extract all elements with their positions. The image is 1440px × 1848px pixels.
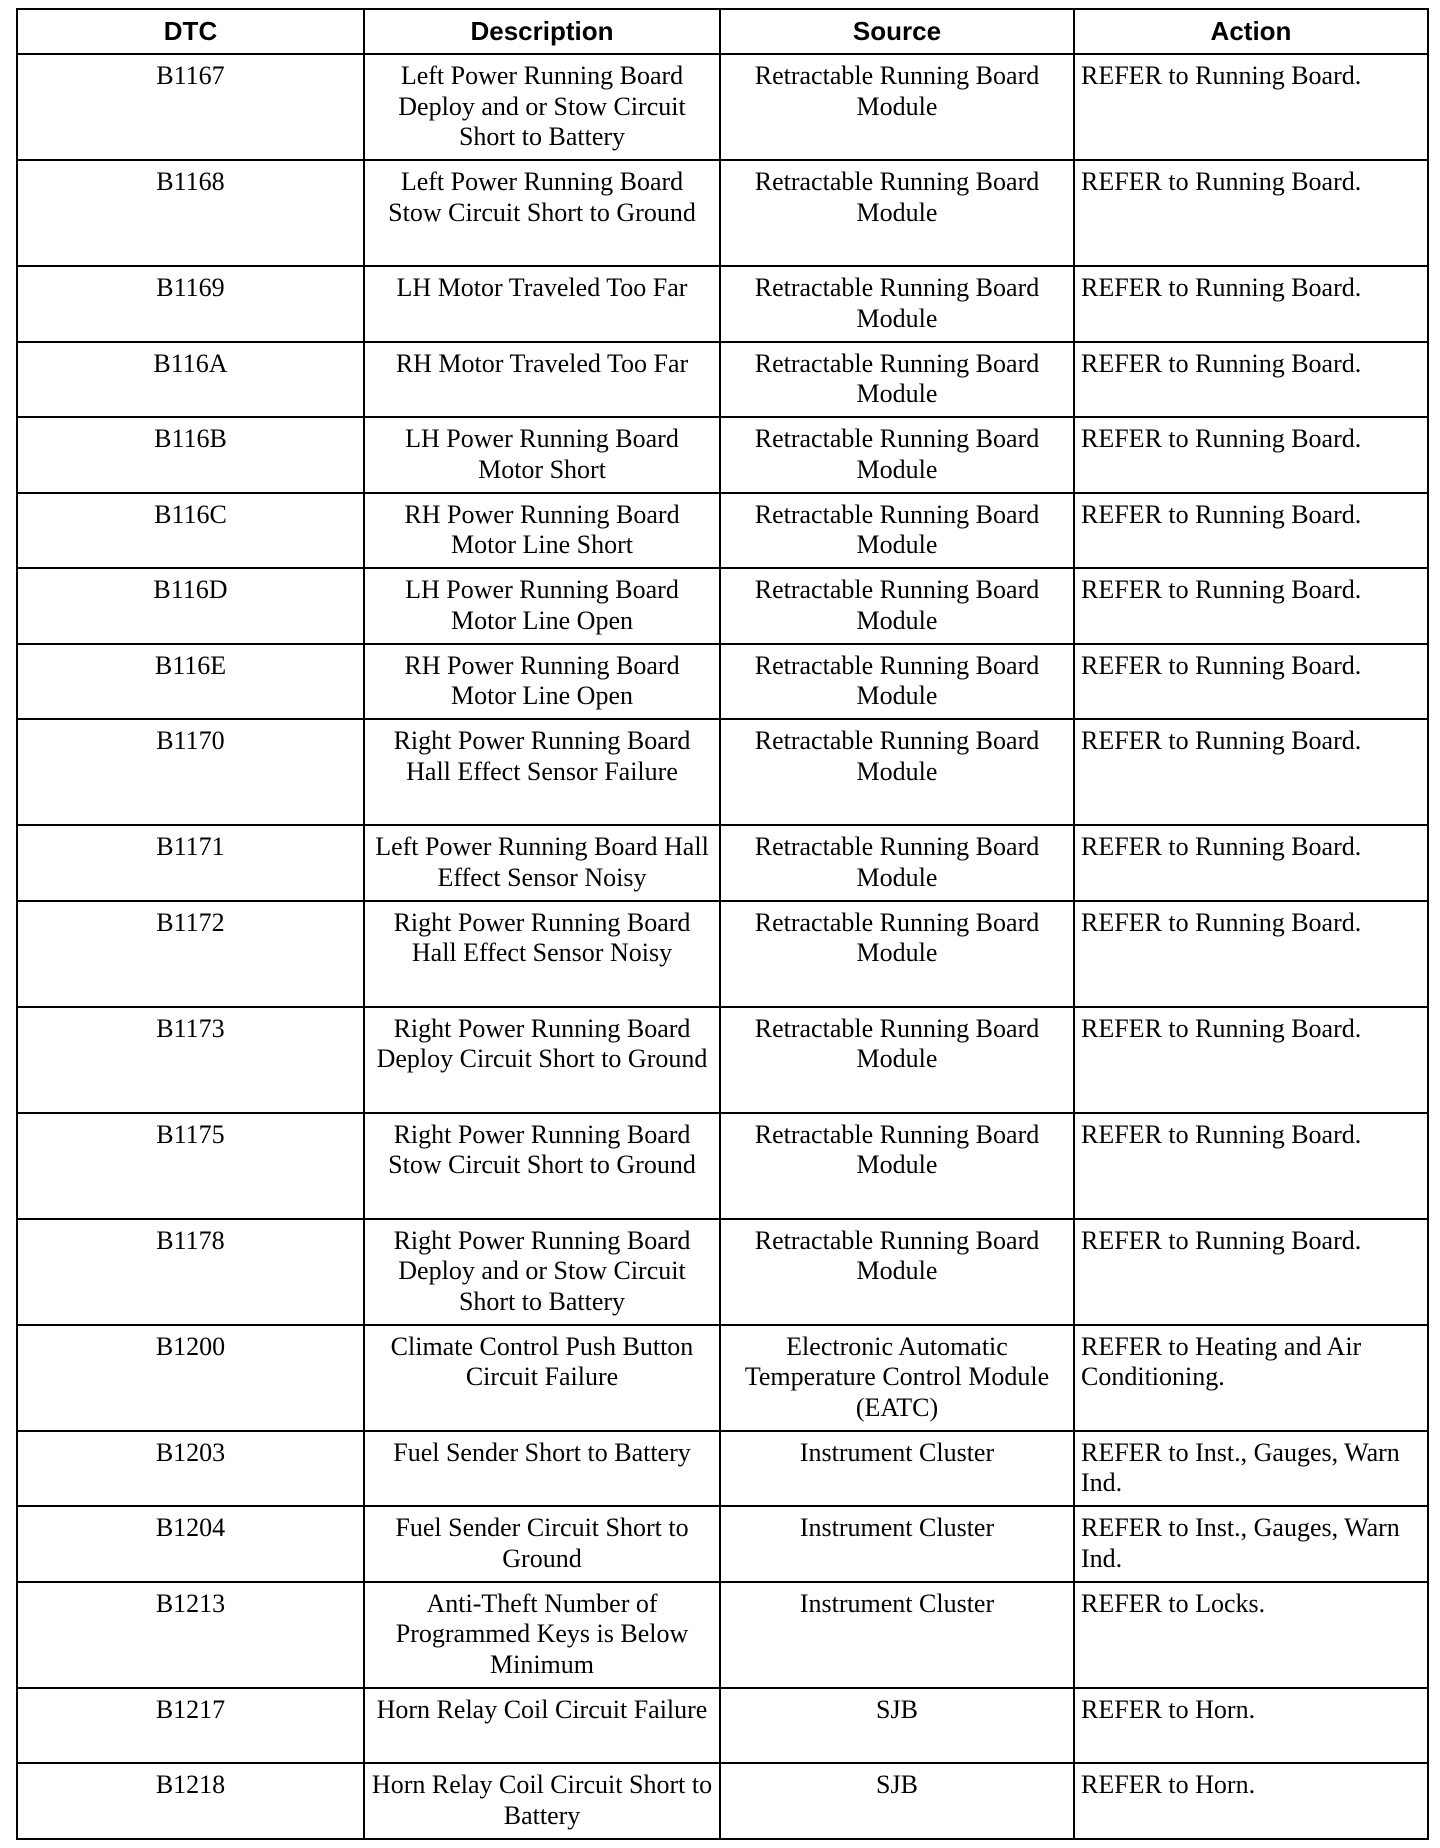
header-row bbox=[17, 9, 1428, 54]
description-cell: Anti-Theft Number of Programmed Keys is Below Minimum bbox=[364, 1582, 720, 1688]
table-row bbox=[17, 417, 1428, 493]
action-cell: REFER to Running Board. bbox=[1074, 160, 1428, 266]
dtc-code: B1171 bbox=[17, 825, 364, 901]
dtc-code: B1218 bbox=[17, 1763, 364, 1839]
source-cell: Retractable Running Board Module bbox=[720, 266, 1074, 342]
header-action: Action bbox=[1074, 9, 1428, 54]
description-cell: RH Motor Traveled Too Far bbox=[364, 342, 720, 418]
source-cell: Retractable Running Board Module bbox=[720, 568, 1074, 644]
action-cell: REFER to Locks. bbox=[1074, 1582, 1428, 1688]
source-cell: Retractable Running Board Module bbox=[720, 1007, 1074, 1113]
table-row bbox=[17, 160, 1428, 266]
table-row bbox=[17, 1582, 1428, 1688]
action-cell: REFER to Running Board. bbox=[1074, 719, 1428, 825]
description-cell: Horn Relay Coil Circuit Short to Battery bbox=[364, 1763, 720, 1839]
action-cell: REFER to Running Board. bbox=[1074, 568, 1428, 644]
action-cell: REFER to Running Board. bbox=[1074, 493, 1428, 569]
description-cell: Right Power Running Board Deploy and or Stow Circuit Short to Battery bbox=[364, 1219, 720, 1325]
table-row bbox=[17, 266, 1428, 342]
description-cell: LH Motor Traveled Too Far bbox=[364, 266, 720, 342]
header-source: Source bbox=[720, 9, 1074, 54]
table-row bbox=[17, 493, 1428, 569]
table-row bbox=[17, 1763, 1428, 1839]
action-cell: REFER to Horn. bbox=[1074, 1763, 1428, 1839]
description-cell: Left Power Running Board Hall Effect Sensor Noisy bbox=[364, 825, 720, 901]
table-row bbox=[17, 1506, 1428, 1582]
dtc-code: B1204 bbox=[17, 1506, 364, 1582]
dtc-code: B1200 bbox=[17, 1325, 364, 1431]
source-cell: Instrument Cluster bbox=[720, 1582, 1074, 1688]
table-row bbox=[17, 825, 1428, 901]
dtc-code: B1217 bbox=[17, 1688, 364, 1764]
action-cell: REFER to Running Board. bbox=[1074, 1219, 1428, 1325]
dtc-code: B1169 bbox=[17, 266, 364, 342]
source-cell: Instrument Cluster bbox=[720, 1431, 1074, 1507]
header-description: Description bbox=[364, 9, 720, 54]
description-cell: Fuel Sender Short to Battery bbox=[364, 1431, 720, 1507]
action-cell: REFER to Running Board. bbox=[1074, 644, 1428, 720]
dtc-code: B116D bbox=[17, 568, 364, 644]
source-cell: Retractable Running Board Module bbox=[720, 342, 1074, 418]
description-cell: Climate Control Push Button Circuit Failure bbox=[364, 1325, 720, 1431]
description-cell: Right Power Running Board Hall Effect Sensor Noisy bbox=[364, 901, 720, 1007]
source-cell: Retractable Running Board Module bbox=[720, 901, 1074, 1007]
action-cell: REFER to Running Board. bbox=[1074, 266, 1428, 342]
dtc-code: B1213 bbox=[17, 1582, 364, 1688]
action-cell: REFER to Running Board. bbox=[1074, 54, 1428, 160]
action-cell: REFER to Running Board. bbox=[1074, 1007, 1428, 1113]
source-cell: Retractable Running Board Module bbox=[720, 417, 1074, 493]
source-cell: Instrument Cluster bbox=[720, 1506, 1074, 1582]
description-cell: Right Power Running Board Hall Effect Sensor Failure bbox=[364, 719, 720, 825]
description-cell: Right Power Running Board Deploy Circuit Short to Ground bbox=[364, 1007, 720, 1113]
dtc-code: B116E bbox=[17, 644, 364, 720]
description-cell: RH Power Running Board Motor Line Open bbox=[364, 644, 720, 720]
dtc-code: B1173 bbox=[17, 1007, 364, 1113]
description-cell: Left Power Running Board Deploy and or Stow Circuit Short to Battery bbox=[364, 54, 720, 160]
description-cell: LH Power Running Board Motor Line Open bbox=[364, 568, 720, 644]
dtc-table bbox=[16, 8, 1429, 1840]
dtc-code: B1167 bbox=[17, 54, 364, 160]
description-cell: Fuel Sender Circuit Short to Ground bbox=[364, 1506, 720, 1582]
table-row bbox=[17, 901, 1428, 1007]
source-cell: Retractable Running Board Module bbox=[720, 160, 1074, 266]
dtc-code: B1178 bbox=[17, 1219, 364, 1325]
source-cell: SJB bbox=[720, 1688, 1074, 1764]
source-cell: Retractable Running Board Module bbox=[720, 825, 1074, 901]
description-cell: Left Power Running Board Stow Circuit Short to Ground bbox=[364, 160, 720, 266]
dtc-code: B116B bbox=[17, 417, 364, 493]
dtc-code: B1170 bbox=[17, 719, 364, 825]
source-cell: SJB bbox=[720, 1763, 1074, 1839]
source-cell: Retractable Running Board Module bbox=[720, 493, 1074, 569]
source-cell: Retractable Running Board Module bbox=[720, 719, 1074, 825]
dtc-code: B1175 bbox=[17, 1113, 364, 1219]
description-cell: Horn Relay Coil Circuit Failure bbox=[364, 1688, 720, 1764]
header-dtc: DTC bbox=[17, 9, 364, 54]
action-cell: REFER to Running Board. bbox=[1074, 417, 1428, 493]
dtc-code: B1168 bbox=[17, 160, 364, 266]
action-cell: REFER to Running Board. bbox=[1074, 825, 1428, 901]
action-cell: REFER to Horn. bbox=[1074, 1688, 1428, 1764]
description-cell: LH Power Running Board Motor Short bbox=[364, 417, 720, 493]
table-row bbox=[17, 644, 1428, 720]
action-cell: REFER to Heating and Air Conditioning. bbox=[1074, 1325, 1428, 1431]
table-row bbox=[17, 719, 1428, 825]
table-row bbox=[17, 1113, 1428, 1219]
table-row bbox=[17, 54, 1428, 160]
source-cell: Retractable Running Board Module bbox=[720, 644, 1074, 720]
action-cell: REFER to Running Board. bbox=[1074, 901, 1428, 1007]
table-row bbox=[17, 1431, 1428, 1507]
dtc-code: B1203 bbox=[17, 1431, 364, 1507]
description-cell: RH Power Running Board Motor Line Short bbox=[364, 493, 720, 569]
table-row bbox=[17, 1325, 1428, 1431]
source-cell: Retractable Running Board Module bbox=[720, 1113, 1074, 1219]
table-row bbox=[17, 1219, 1428, 1325]
table-row bbox=[17, 568, 1428, 644]
table-row bbox=[17, 1007, 1428, 1113]
table-row bbox=[17, 1688, 1428, 1764]
description-cell: Right Power Running Board Stow Circuit Short to Ground bbox=[364, 1113, 720, 1219]
action-cell: REFER to Inst., Gauges, Warn Ind. bbox=[1074, 1506, 1428, 1582]
action-cell: REFER to Inst., Gauges, Warn Ind. bbox=[1074, 1431, 1428, 1507]
table-row bbox=[17, 342, 1428, 418]
source-cell: Retractable Running Board Module bbox=[720, 1219, 1074, 1325]
dtc-code: B116C bbox=[17, 493, 364, 569]
action-cell: REFER to Running Board. bbox=[1074, 342, 1428, 418]
dtc-code: B1172 bbox=[17, 901, 364, 1007]
source-cell: Retractable Running Board Module bbox=[720, 54, 1074, 160]
action-cell: REFER to Running Board. bbox=[1074, 1113, 1428, 1219]
source-cell: Electronic Automatic Temperature Control Module (EATC) bbox=[720, 1325, 1074, 1431]
dtc-code: B116A bbox=[17, 342, 364, 418]
